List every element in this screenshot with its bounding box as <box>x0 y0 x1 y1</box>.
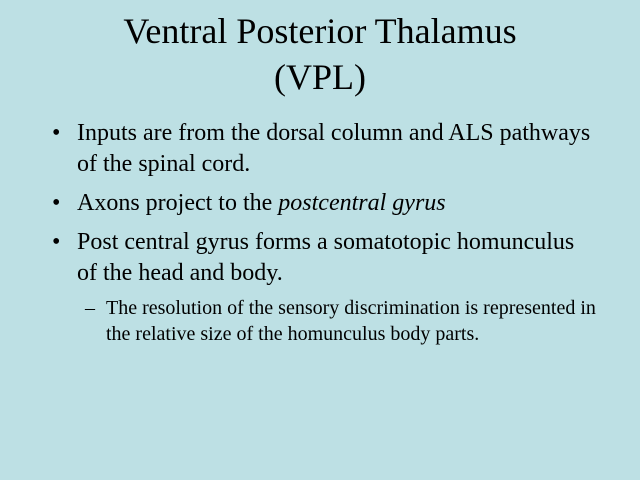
slide-title-line-1: Ventral Posterior Thalamus <box>123 11 517 51</box>
bullet-marker: • <box>52 229 61 255</box>
bullet-item-inputs <box>0 118 640 180</box>
slide-title-line-2: (VPL) <box>274 57 366 97</box>
bullet-item-axons <box>0 188 640 219</box>
bullet-text: Inputs are from the dorsal column and ALS pathways of the spinal cord. <box>77 120 591 177</box>
bullet-text-italic: postcentral gyrus <box>278 190 446 216</box>
bullet-marker: • <box>52 120 61 146</box>
bullet-item-homunculus <box>0 227 640 289</box>
sub-bullet-text: The resolution of the sensory discrimination is represented in the relative size of the homunculus body parts. <box>106 297 596 345</box>
bullet-text: Post central gyrus forms a somatotopic homunculus of the head and body. <box>77 229 575 286</box>
bullet-text-plain: Axons project to the <box>77 190 279 216</box>
bullet-text <box>77 190 446 216</box>
slide-title <box>40 8 600 100</box>
bullet-list <box>0 118 640 347</box>
sub-bullet-item-resolution <box>0 295 640 347</box>
sub-bullet-marker: – <box>85 297 95 319</box>
bullet-marker: • <box>52 190 61 216</box>
